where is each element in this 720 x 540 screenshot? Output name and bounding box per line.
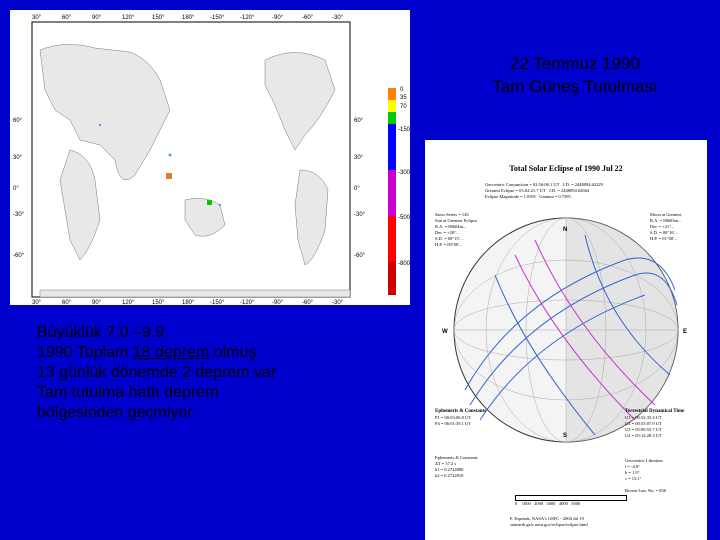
lon-label: 90° (92, 300, 102, 305)
lon-label: 120° (122, 300, 135, 305)
depth-label: -800 (398, 261, 410, 267)
lon-label: 60° (62, 15, 72, 21)
lon-labels-bottom (32, 300, 344, 305)
lon-label: 30° (32, 15, 42, 21)
eclipse-doc-heading: Total Solar Eclipse of 1990 Jul 22 (509, 164, 623, 173)
lat-label: 0° (13, 186, 19, 192)
compass-south: S (563, 433, 568, 439)
info-line-total (37, 343, 417, 363)
lat-label: 60° (354, 118, 364, 124)
small-event-marker (99, 124, 101, 126)
lon-label: -60° (302, 15, 314, 21)
compass-north: N (563, 227, 568, 233)
depth-label: -300 (398, 170, 410, 176)
lon-labels-top (32, 15, 344, 21)
earthquake-marker-a (166, 173, 172, 179)
lon-label: -120° (240, 15, 255, 21)
left-box-title: Ephemeris & Constants (435, 409, 487, 414)
lon-label: -90° (272, 300, 284, 305)
lat-label: 30° (354, 155, 364, 161)
doc-right-params: Moon at Greatest R.A. = 08h03m... Dec = +21°... S.D. = 00°16'... H.P. = 01°00'... (650, 212, 682, 241)
depth-label: -150 (398, 127, 410, 133)
doc-bottom-left: Ephemeris & Constants ΔT = 57.2 s k1 = 0.2724880 k2 = 0.2722810 (435, 455, 478, 478)
lon-label: 60° (62, 300, 72, 305)
lon-label: -60° (302, 300, 314, 305)
depth-swatch (388, 100, 396, 112)
antarctica-shape (40, 290, 350, 297)
lat-label: 60° (13, 118, 23, 124)
depth-swatch (388, 216, 396, 262)
map-svg (10, 10, 410, 305)
lon-label: -150° (210, 15, 225, 21)
depth-label: 35 (400, 95, 407, 101)
lon-label: -120° (240, 300, 255, 305)
depth-swatch (388, 112, 396, 124)
right-box-title: Terrestrial Dynamical Time (625, 409, 685, 414)
info-line-region: bölgesinden geçmiyor (37, 404, 193, 421)
lat-labels-right (354, 118, 366, 259)
lat-label: 0° (354, 186, 360, 192)
depth-swatch (388, 88, 396, 100)
lon-label: 180° (182, 15, 195, 21)
info-line-magnitude: Büyüklük 7.0 –9.9 (37, 324, 165, 341)
compass-east: E (683, 329, 688, 335)
doc-bottom-right: Geocentric Libration l = -4.0° b = 1.9° c = 13.1° Brown Lun. No. = 836 (625, 458, 667, 493)
earthquake-info (37, 323, 417, 423)
earthquake-map (10, 10, 410, 305)
depth-swatch (388, 124, 396, 170)
lat-label: 30° (13, 155, 23, 161)
lon-label: -150° (210, 300, 225, 305)
depth-label: 0 (400, 87, 404, 93)
lat-labels-left (13, 118, 25, 259)
lat-label: -60° (13, 253, 25, 259)
eclipse-path-figure (425, 140, 707, 540)
small-event-marker (169, 154, 172, 157)
lon-label: 30° (32, 300, 42, 305)
info-line-period: 13 günlük dönemde 2 deprem var (37, 364, 277, 381)
title-line-1: 22 Temmuz 1990 (509, 54, 641, 73)
lon-label: -30° (332, 15, 344, 21)
lat-label: -30° (354, 212, 366, 218)
depth-swatch (388, 262, 396, 295)
lon-label: 120° (122, 15, 135, 21)
depth-swatch (388, 170, 396, 216)
depth-color-scale (388, 87, 410, 295)
doc-left-params: Saros Series = 126 Sun at Greatest Eclipse R.A. = 08h04m... Dec = +20°... S.D. = 00°15'... H.P. = 00°00'... (435, 212, 477, 247)
info-total-suffix: olmuş (209, 344, 257, 361)
doc-left-box: Ephemeris & Constants P1 = 00:03:06.0 UT P4 = 06:01:39.1 UT (435, 409, 487, 426)
title-line-2: Tam Güneş Tutulması (492, 77, 658, 96)
doc-header-text: Geocentric Conjunction = 02:56:06.1 UT J.D. = 2448094.62229 Greatest Eclipse = 03:02:21.7 UT J.D. = 2448094.62664 Eclipse Magnitude = 1.0391 Gamma = 0.7595 (485, 182, 603, 199)
earthquake-marker-b (207, 200, 212, 205)
lon-label: -30° (332, 300, 344, 305)
lon-label: 150° (152, 15, 165, 21)
depth-label: 70 (400, 104, 407, 110)
compass-west: W (442, 329, 448, 335)
lon-label: -90° (272, 15, 284, 21)
doc-right-box: Terrestrial Dynamical Time U1 = 00:52:35.4 UT U2 = 00:55:07.9 UT U3 = 05:09:55.7 UT U4 = 05:12:28.3 UT (625, 409, 685, 438)
info-total-prefix: 1990 Toplam (37, 344, 133, 361)
lat-label: -60° (354, 253, 366, 259)
lon-label: 90° (92, 15, 102, 21)
depth-label: -500 (398, 215, 410, 221)
small-event-marker (219, 204, 221, 206)
doc-credit: F. Espenak, NASA's GSFC - 2004 Jul 19 sunearth.gsfc.nasa.gov/eclipse/eclipse.html (510, 516, 588, 527)
lon-label: 150° (152, 300, 165, 305)
slide-title (455, 52, 695, 98)
info-line-path: Tam tutulma hattı deprem (37, 384, 219, 401)
info-total-count: 18 deprem (132, 344, 210, 361)
lat-label: -30° (13, 212, 25, 218)
doc-scale-labels: 0 1000 2000 3000 4000 5000 (515, 501, 581, 506)
lon-label: 180° (182, 300, 195, 305)
